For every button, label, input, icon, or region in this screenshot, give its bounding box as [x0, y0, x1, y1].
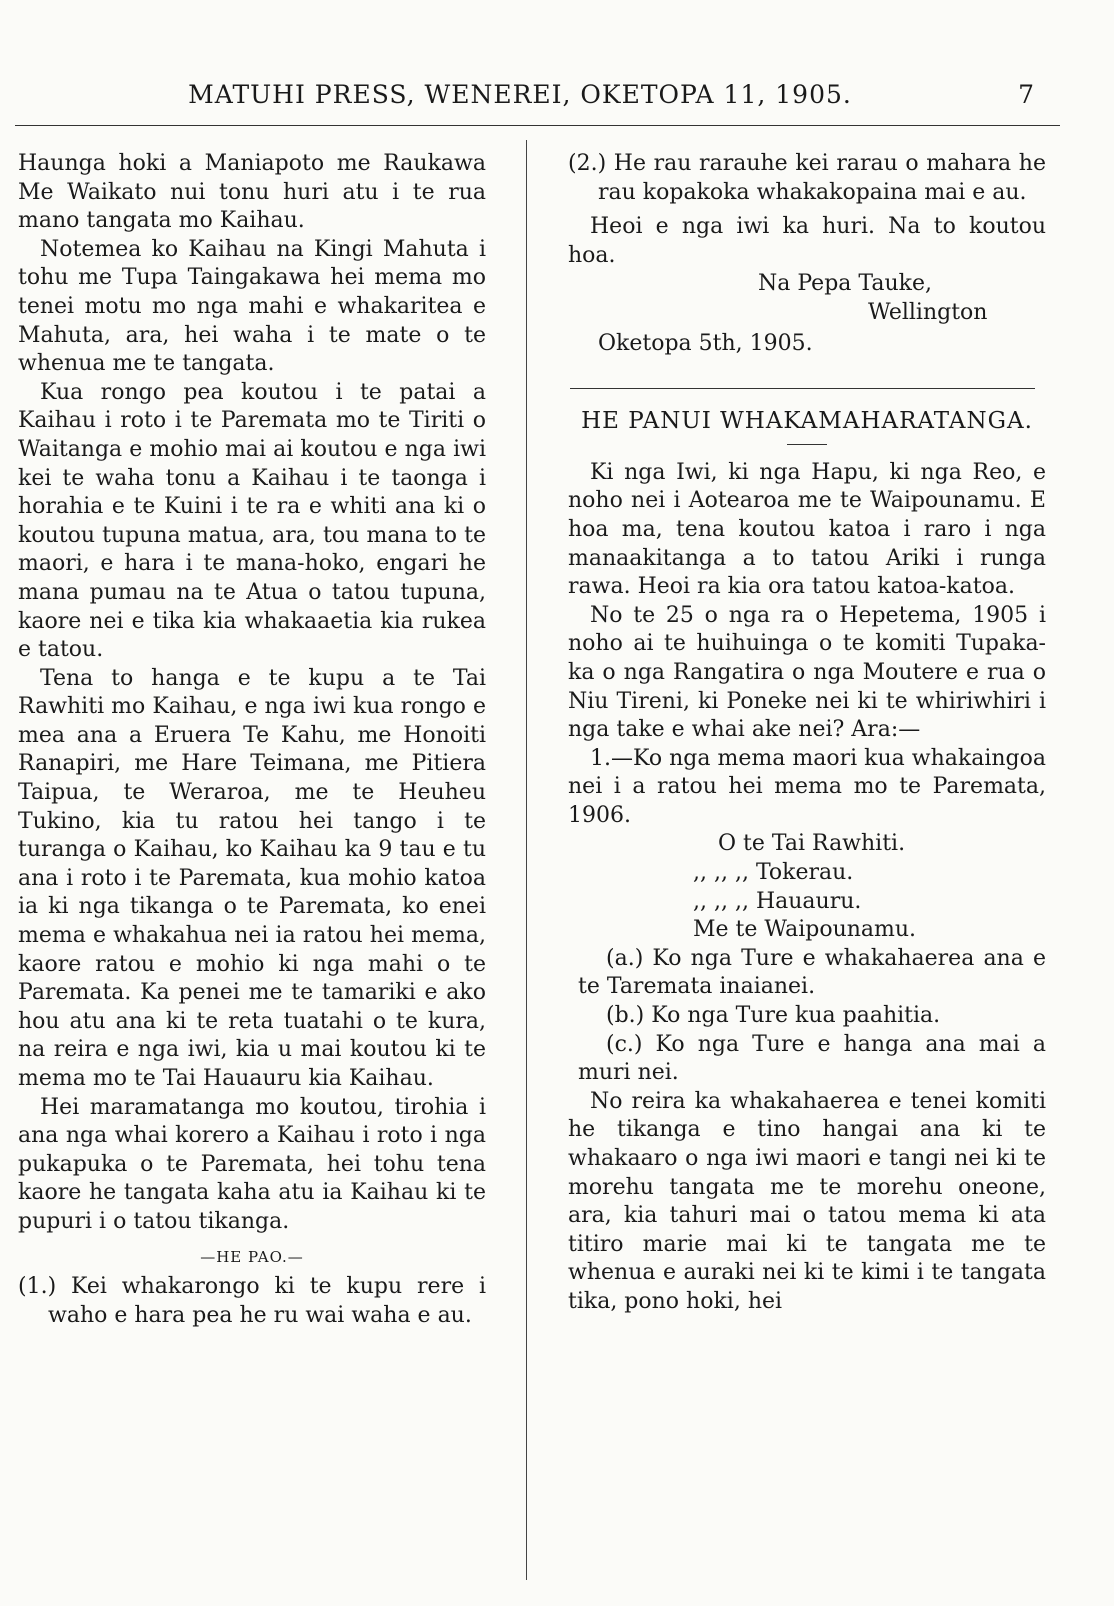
paragraph: Kua rongo pea koutou i te patai a Kaihau i roto i te Paremata mo te Tiriti o Waitanga e mohio mai ai koutou e nga iwi kei te waha tonu a Kaihau i te taonga i horahia e te Kuini i te ra e whiti ana ki o koutou tupuna matua, ara, tou mana to te maori, e hara i te mana-hoko, engari he mana pumau na te Atua o tatou tupuna, kaore nei e tika kia whakaaetia kia rukea e tatou. [18, 379, 486, 663]
list-item: O te Tai Rawhiti. [718, 831, 906, 857]
list-item: (b.) Ko nga Ture kua paahitia. [606, 1003, 941, 1029]
notice-heading: HE PANUI WHAKAMAHARATANGA. [581, 408, 1033, 435]
list-item: ,, ,, ,, Tokerau. [693, 860, 854, 886]
paragraph: Tena to hanga e te kupu a te Tai Rawhiti mo Kaihau, e nga iwi kua rongo e mea ana a Eruera Te Kahu, me Honoiti Ranapiri, me Hare Teimana, me Pitiera Taipua, te Weraroa, me te Heuheu Tukino, kia tu ratou hei tango i te turanga o Kaihau, ko Kaihau ka 9 tau e tu ana i roto i te Paremata, kua mohio katoa ia ki nga tikanga o te Paremata, ko enei mema e whakahua nei ia ratou hei mema, kaore ratou e mohio ki nga mahi o te Paremata. Ka penei me te tamariki e ako hou atu ana ki te reta tuatahi o te kura, na reira e nga iwi, kia u mai koutou ki te mema mo te Tai Hauauru kia Kaihau. [18, 665, 486, 1091]
paragraph: Haunga hoki a Maniapoto me Raukawa Me Waikato nui tonu huri atu i te rua mano tangata mo Kaihau. [18, 151, 486, 234]
he-pao-heading: —HE PAO.— [200, 1247, 304, 1266]
list-item: 1.—Ko nga mema maori kua whakaingoa nei i a ratou hei mema mo te Paremata, 1906. [568, 745, 1046, 828]
list-item: (c.) Ko nga Ture e hanga ana mai a muri nei. [578, 1031, 1046, 1086]
list-item: Me te Waipounamu. [693, 917, 917, 943]
signature: Na Pepa Tauke, [758, 271, 932, 297]
page-number: 7 [1018, 80, 1034, 109]
column-divider [526, 140, 527, 1580]
left-column [18, 150, 486, 1330]
newspaper-masthead: MATUHI PRESS, WENEREI, OKETOPA 11, 1905. [188, 80, 852, 109]
right-column [568, 150, 1046, 1317]
signature-place: Wellington [868, 299, 988, 325]
short-rule [787, 444, 827, 445]
paragraph: No te 25 o nga ra o Hepetema, 1905 i noho ai te huihuinga o te komiti Tupaka-ka o nga Rangatira o nga Moutere e rua o Niu Tireni, ki Poneke nei ki te whiriwhiri i nga take e whai ake nei? Ara:— [568, 602, 1046, 743]
paragraph: Hei maramatanga mo koutou, tirohia i ana nga whai korero a Kaihau i roto i nga pukapuka o te Paremata, hei tohu tena kaore he tangata kaha atu ia Kaihau ki te pupuri i o tatou tikanga. [18, 1094, 486, 1234]
section-rule [570, 388, 1035, 389]
paragraph: Ki nga Iwi, ki nga Hapu, ki nga Reo, e noho nei i Aotearoa me te Waipounamu. E hoa ma, tena koutou katoa i raro i nga manaakitanga a to tatou Ariki i runga rawa. Heoi ra kia ora tatou katoa-katoa. [568, 459, 1046, 600]
letter-date: Oketopa 5th, 1905. [598, 330, 813, 356]
verse-2: (2.) He rau rarauhe kei rarau o mahara he rau kopakoka whakakopaina mai e au. [568, 151, 1046, 205]
page-header [0, 80, 1114, 120]
closing-line: Heoi e nga iwi ka huri. Na to koutou hoa. [568, 214, 1046, 268]
paragraph: Notemea ko Kaihau na Kingi Mahuta i tohu me Tupa Taingakawa hei mema mo tenei motu mo nga mahi e whakaritea e Mahuta, ara, hei waha i te mate o te whenua me te tangata. [18, 236, 486, 377]
verse-1: (1.) Kei whakarongo ki te kupu rere i waho e hara pea he ru wai waha e au. [18, 1274, 486, 1328]
list-item: ,, ,, ,, Hauauru. [693, 888, 862, 914]
list-item: (a.) Ko nga Ture e whakahaerea ana e te Taremata inaianei. [578, 945, 1046, 1000]
header-rule [15, 125, 1060, 126]
paragraph: No reira ka whakahaerea e tenei komiti he tikanga e tino hangai ana ki te whakaaro o nga iwi maori e tangi nei ki te morehu tangata me te morehu oneone, ara, kia tahuri mai o tatou mema ki ata titiro marie mai ki te tangata me te whenua e auraki nei ki te kimi i te tangata tika, pono hoki, hei [568, 1088, 1046, 1314]
